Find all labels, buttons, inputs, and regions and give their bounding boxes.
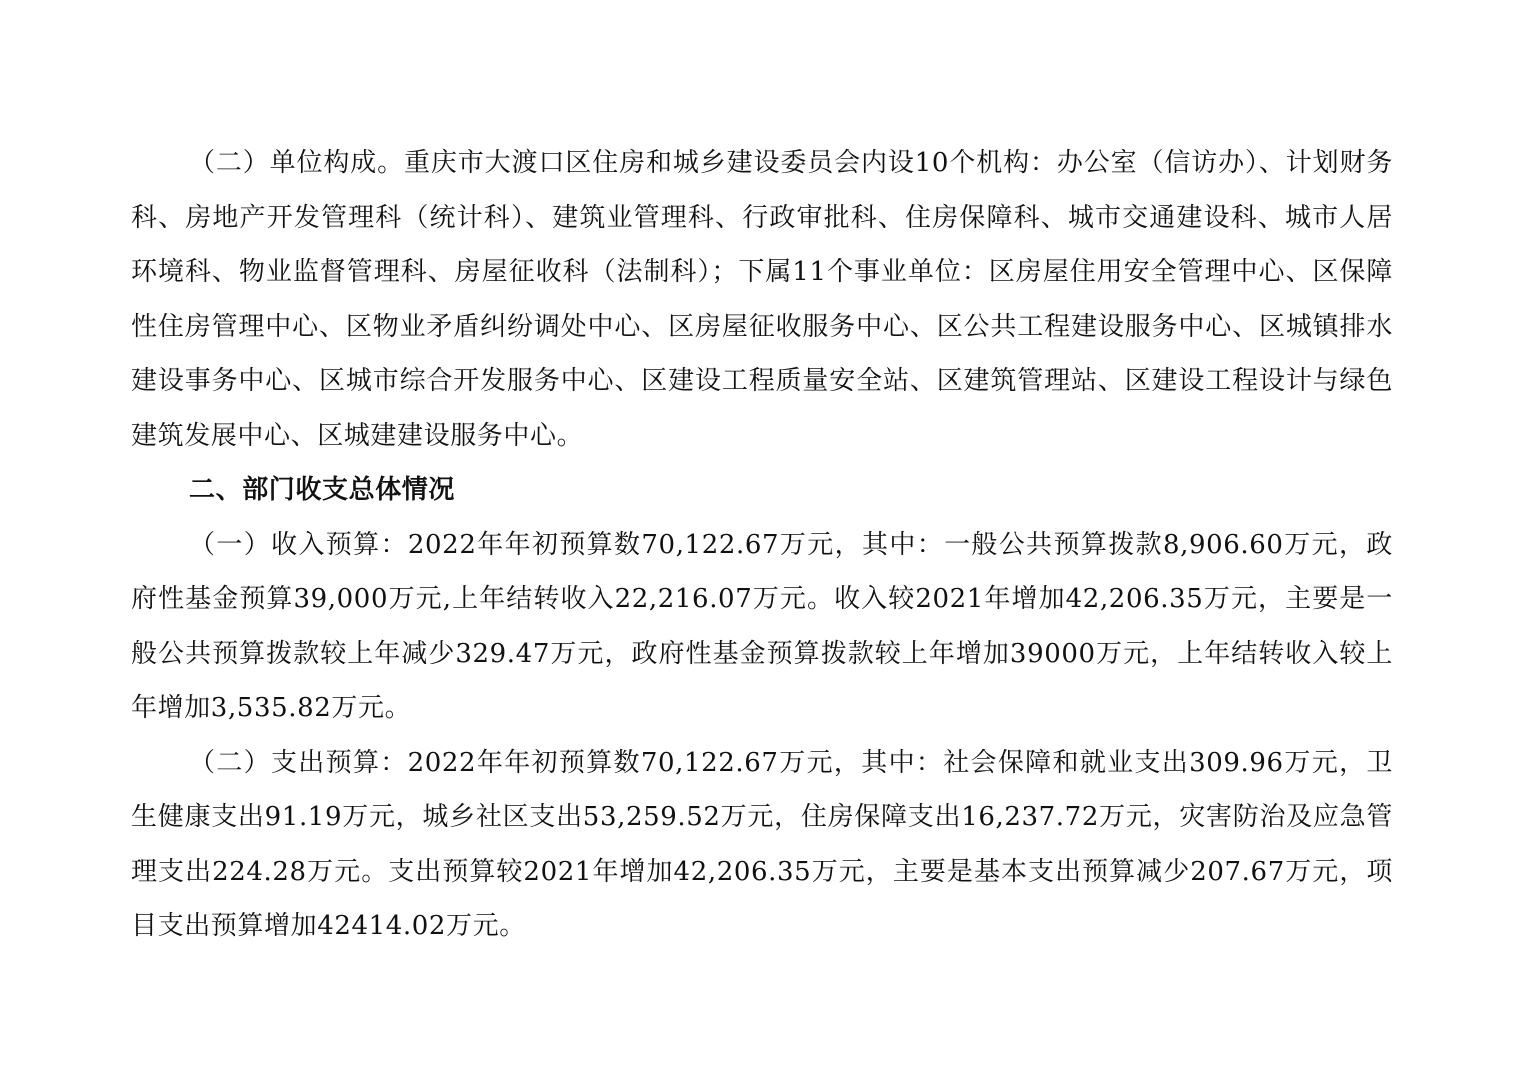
unit-composition-paragraph: （二）单位构成。重庆市大渡口区住房和城乡建设委员会内设10个机构：办公室（信访办）、计划财务科、房地产开发管理科（统计科）、建筑业管理科、行政审批科、住房保障科、城市交通建设科、城市人居环境科、物业监督管理科、房屋征收科（法制科）；下属11个事业单位：区房屋住用安全管理中心、区保障性住房管理中心、区物业矛盾纠纷调处中心、区房屋征收服务中心、区公共工程建设服务中心、区城镇排水建设事务中心、区城市综合开发服务中心、区建设工程质量安全站、区建筑管理站、区建设工程设计与绿色建筑发展中心、区城建建设服务中心。 — [131, 148, 1393, 451]
document-body — [131, 136, 1393, 954]
section-heading: 二、部门收支总体情况 — [189, 475, 456, 505]
expenditure-budget-paragraph: （二）支出预算：2022年年初预算数70,122.67万元，其中：社会保障和就业支出309.96万元，卫生健康支出91.19万元，城乡社区支出53,259.52万元，住房保障支出16,237.72万元，灾害防治及应急管理支出224.28万元。支出预算较2021年增加42,206.35万元，主要是基本支出预算减少207.67万元，项目支出预算增加42414.02万元。 — [131, 747, 1393, 941]
income-budget-paragraph: （一）收入预算：2022年年初预算数70,122.67万元，其中：一般公共预算拨款8,906.60万元，政府性基金预算39,000万元,上年结转收入22,216.07万元。收入较2021年增加42,206.35万元，主要是一般公共预算拨款较上年减少329.47万元，政府性基金预算拨款较上年增加39000万元，上年结转收入较上年增加3,535.82万元。 — [131, 529, 1393, 723]
